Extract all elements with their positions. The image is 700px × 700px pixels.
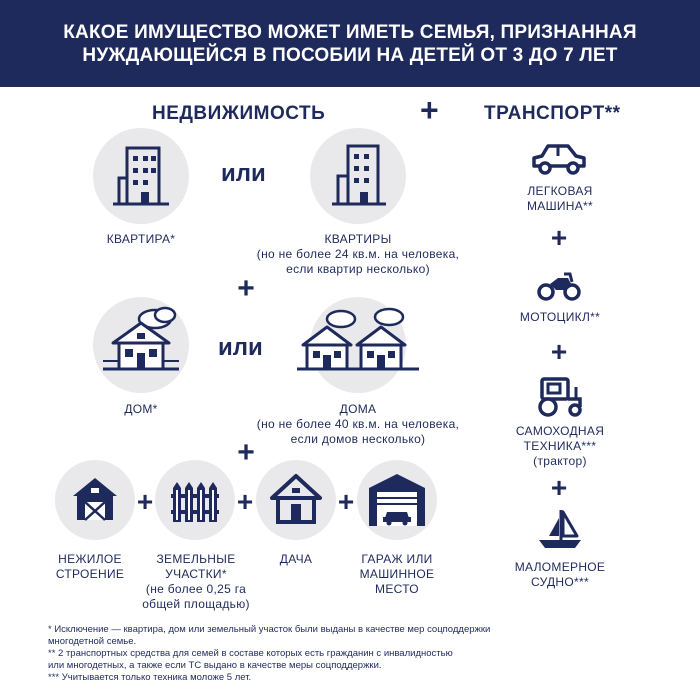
house-circle: [93, 297, 189, 393]
car-icon: [528, 136, 590, 180]
plus-sign: +: [136, 486, 154, 517]
house-label: ДОМ*: [124, 402, 158, 416]
land-line-3: (не более 0,25 га: [145, 582, 247, 596]
transport-heading: ТРАНСПОРТ**: [484, 103, 621, 124]
apartment-circle: [93, 128, 189, 224]
plus-sign: +: [237, 272, 255, 305]
plus-sign: +: [236, 486, 254, 517]
apartment-building-icon: [93, 128, 189, 224]
tractor-icon: [532, 373, 586, 419]
boat-line-2: СУДНО***: [531, 575, 589, 589]
nonres-label: [38, 552, 142, 582]
or-label-1: или: [221, 160, 266, 187]
apartments-circle: [310, 128, 406, 224]
plus-sign: +: [550, 472, 568, 503]
boat-line-1: МАЛОМЕРНОЕ: [514, 560, 606, 574]
footnote-2b: или многодетных, а также если ТС выдано в качестве меры соцподдержки.: [48, 660, 382, 671]
tractor-line-3: (трактор): [533, 454, 587, 468]
houses-title: ДОМА: [339, 402, 377, 416]
dacha-circle: [256, 460, 336, 540]
apartments-icon: [310, 128, 406, 224]
title-line-2: НУЖДАЮЩЕЙСЯ В ПОСОБИИ НА ДЕТЕЙ ОТ 3 ДО 7 ЛЕТ: [82, 44, 618, 66]
houses-circle: [310, 297, 406, 393]
boat-label: [505, 560, 615, 590]
car-line-1: ЛЕГКОВАЯ: [527, 184, 593, 198]
houses-note-2: если домов несколько): [290, 432, 426, 446]
house-icon: [93, 297, 189, 393]
dacha-icon: [256, 460, 336, 540]
tractor-line-2: ТЕХНИКА***: [523, 439, 597, 453]
land-line-2: УЧАСТКИ*: [165, 567, 227, 581]
garage-line-2: МАШИННОЕ: [359, 567, 435, 581]
footnote-1b: многодетной семье.: [48, 636, 137, 647]
page-title: [63, 21, 636, 67]
footnote-3: *** Учитывается только техника моложе 5 лет.: [48, 672, 252, 683]
garage-line-3: МЕСТО: [375, 582, 419, 596]
apartments-title: КВАРТИРЫ: [324, 232, 392, 246]
houses-icon: [293, 297, 423, 393]
car-icon-wrap: [528, 136, 590, 180]
apartments-label: [218, 232, 498, 277]
plus-sign: +: [237, 436, 255, 469]
motorcycle-icon: [536, 264, 582, 304]
land-line-1: ЗЕМЕЛЬНЫЕ: [156, 552, 236, 566]
dacha-label: ДАЧА: [279, 552, 313, 566]
plus-sign: +: [420, 92, 439, 128]
footnote-2a: ** 2 транспортных средства для семей в составе которых есть гражданин с инвалидностью: [48, 648, 453, 659]
garage-icon: [357, 460, 437, 540]
land-label: [138, 552, 254, 612]
apartments-note-2: если квартир несколько): [286, 262, 430, 276]
moto-icon-wrap: [536, 264, 582, 304]
apartments-note-1: (но не более 24 кв.м. на человека,: [256, 247, 460, 261]
tractor-label: [500, 424, 620, 469]
land-line-4: общей площадью): [142, 597, 250, 611]
or-label-2: или: [218, 334, 263, 361]
apartment-label: КВАРТИРА*: [106, 232, 176, 246]
header-banner: [0, 0, 700, 87]
houses-note-1: (но не более 40 кв.м. на человека,: [256, 417, 460, 431]
tractor-icon-wrap: [532, 373, 586, 419]
garage-circle: [357, 460, 437, 540]
barn-circle: [55, 460, 135, 540]
nonres-line-2: СТРОЕНИЕ: [55, 567, 125, 581]
plus-sign: +: [550, 336, 568, 367]
garage-label: [345, 552, 449, 597]
tractor-line-1: САМОХОДНАЯ: [515, 424, 605, 438]
title-line-1: КАКОЕ ИМУЩЕСТВО МОЖЕТ ИМЕТЬ СЕМЬЯ, ПРИЗНАННАЯ: [63, 21, 637, 43]
car-line-2: МАШИНА**: [526, 199, 594, 213]
barn-icon: [55, 460, 135, 540]
nonres-line-1: НЕЖИЛОЕ: [58, 552, 122, 566]
realty-heading: НЕДВИЖИМОСТЬ: [152, 103, 326, 124]
footnotes: [48, 624, 658, 684]
sailboat-icon: [533, 506, 587, 552]
garage-line-1: ГАРАЖ ИЛИ: [361, 552, 433, 566]
fence-circle: [155, 460, 235, 540]
car-label: [505, 184, 615, 214]
plus-sign: +: [337, 486, 355, 517]
fence-icon: [155, 460, 235, 540]
footnote-1a: * Исключение — квартира, дом или земельный участок были выданы в качестве мер соцподдержки: [48, 624, 491, 635]
plus-sign: +: [550, 222, 568, 253]
boat-icon-wrap: [533, 506, 587, 552]
moto-label: МОТОЦИКЛ**: [519, 310, 601, 324]
